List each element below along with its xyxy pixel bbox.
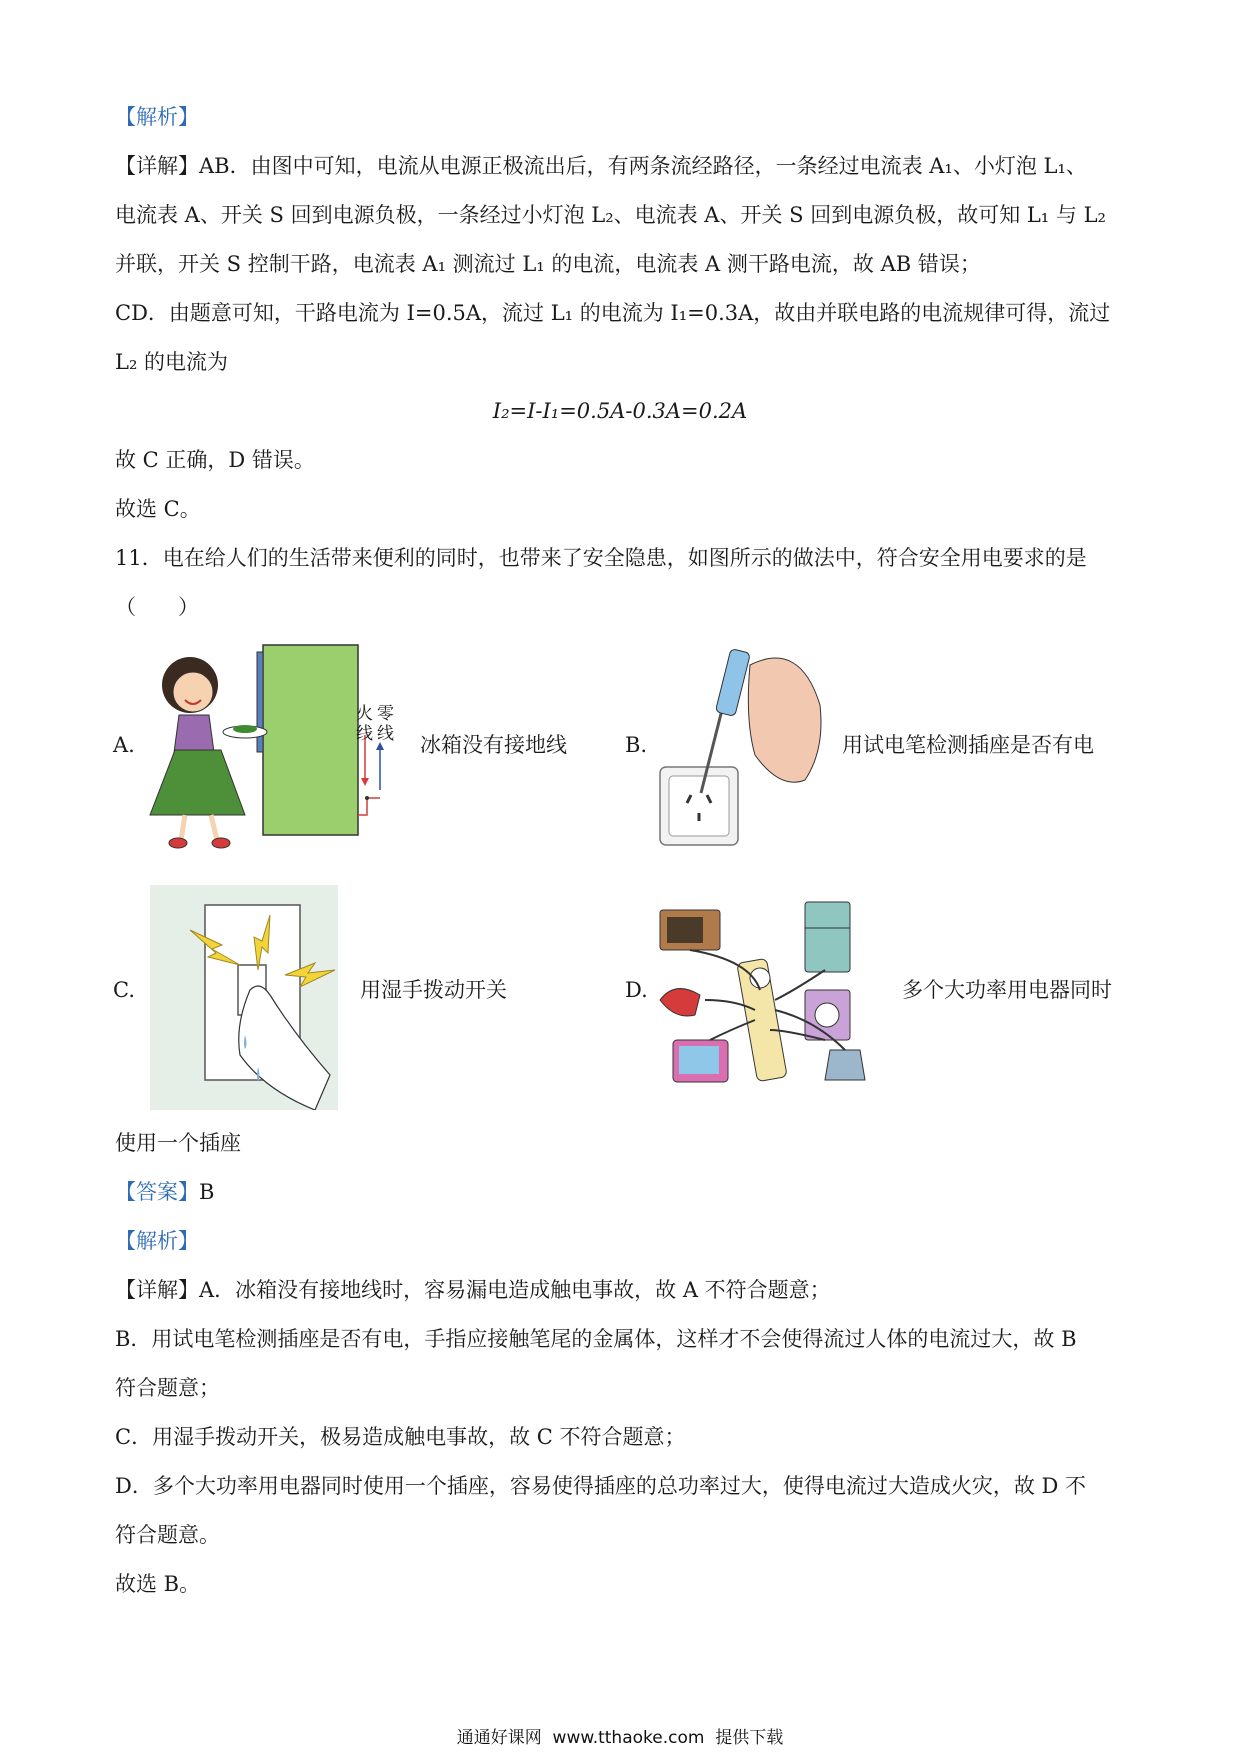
option-c-text: 用湿手拨动开关: [360, 978, 507, 1002]
wet-switch-illustration: [150, 885, 338, 1110]
test-pen-illustration: [655, 645, 830, 855]
option-a-letter: A.: [113, 733, 135, 757]
option-b-letter: B.: [625, 733, 648, 757]
q11-detail-c: C．用湿手拨动开关，极易造成触电事故，故 C 不符合题意；: [115, 1425, 686, 1449]
q11-detail-d-1: D．多个大功率用电器同时使用一个插座，容易使得插座的总功率过大，使得电流过大造成火灾，故 D 不: [115, 1474, 1087, 1498]
footer-suffix: 提供下载: [715, 1728, 784, 1748]
overloaded-socket-illustration: [655, 880, 890, 1095]
footer-site-name: 通通好课网: [456, 1728, 542, 1748]
q11-detail-a-text: A．冰箱没有接地线时，容易漏电造成触电事故，故 A 不符合题意；: [199, 1278, 831, 1302]
footer-url: www.tthaoke.com: [552, 1728, 705, 1748]
page-footer: [0, 1727, 1240, 1749]
q10-detail-line-5: L₂ 的电流为: [115, 350, 229, 374]
detail-tag: 【详解】: [115, 154, 199, 178]
q10-conclusion: 故 C 正确，D 错误。: [115, 448, 315, 472]
fridge-illustration: [145, 640, 405, 855]
detail-tag-2: 【详解】: [115, 1278, 199, 1302]
wire-neutral-label: 零 线: [377, 704, 394, 744]
q11-bracket: （ ）: [115, 595, 199, 619]
analysis-heading: 【解析】: [115, 105, 199, 129]
answer-value: B: [199, 1180, 215, 1204]
answer-tag: 【答案】: [115, 1180, 199, 1204]
q10-formula: I₂=I-I₁=0.5A-0.3A=0.2A: [492, 399, 748, 423]
q11-detail-d-2: 符合题意。: [115, 1523, 220, 1547]
wire-live-label: 火 线: [356, 704, 373, 744]
q10-detail-text-1: AB．由图中可知，电流从电源正极流出后，有两条流经路径，一条经过电流表 A₁、小灯泡 L₁、: [199, 154, 1087, 178]
q11-detail-b-2: 符合题意；: [115, 1376, 220, 1400]
q10-detail-line-4: CD．由题意可知，干路电流为 I=0.5A，流过 L₁ 的电流为 I₁=0.3A，故由并联电路的电流规律可得，流过: [115, 301, 1111, 325]
q10-detail-line-3: 并联，开关 S 控制干路，电流表 A₁ 测流过 L₁ 的电流，电流表 A 测干路电流，故 AB 错误；: [115, 252, 981, 276]
q11-detail-b-1: B．用试电笔检测插座是否有电，手指应接触笔尾的金属体，这样才不会使得流过人体的电流过大，故 B: [115, 1327, 1077, 1351]
q11-detail-a: [115, 1275, 831, 1305]
q10-detail-line-2: 电流表 A、开关 S 回到电源负极，一条经过小灯泡 L₂、电流表 A、开关 S 回到电源负极，故可知 L₁ 与 L₂: [115, 203, 1106, 227]
option-b-text: 用试电笔检测插座是否有电: [842, 733, 1094, 757]
option-d-letter: D.: [625, 978, 648, 1002]
q11-choice: 故选 B。: [115, 1572, 201, 1596]
option-d-text: 多个大功率用电器同时: [902, 978, 1112, 1002]
q10-choice: 故选 C。: [115, 497, 201, 521]
q11-stem: 11．电在给人们的生活带来便利的同时，也带来了安全隐患，如图所示的做法中，符合安全用电要求的是: [115, 546, 1087, 570]
option-d-continued: 使用一个插座: [115, 1131, 241, 1155]
q10-detail-line-1: [115, 151, 1087, 181]
option-c-letter: C.: [113, 978, 135, 1002]
analysis-heading-2: 【解析】: [115, 1229, 199, 1253]
option-a-text: 冰箱没有接地线: [420, 733, 567, 757]
answer-line: [115, 1177, 214, 1207]
